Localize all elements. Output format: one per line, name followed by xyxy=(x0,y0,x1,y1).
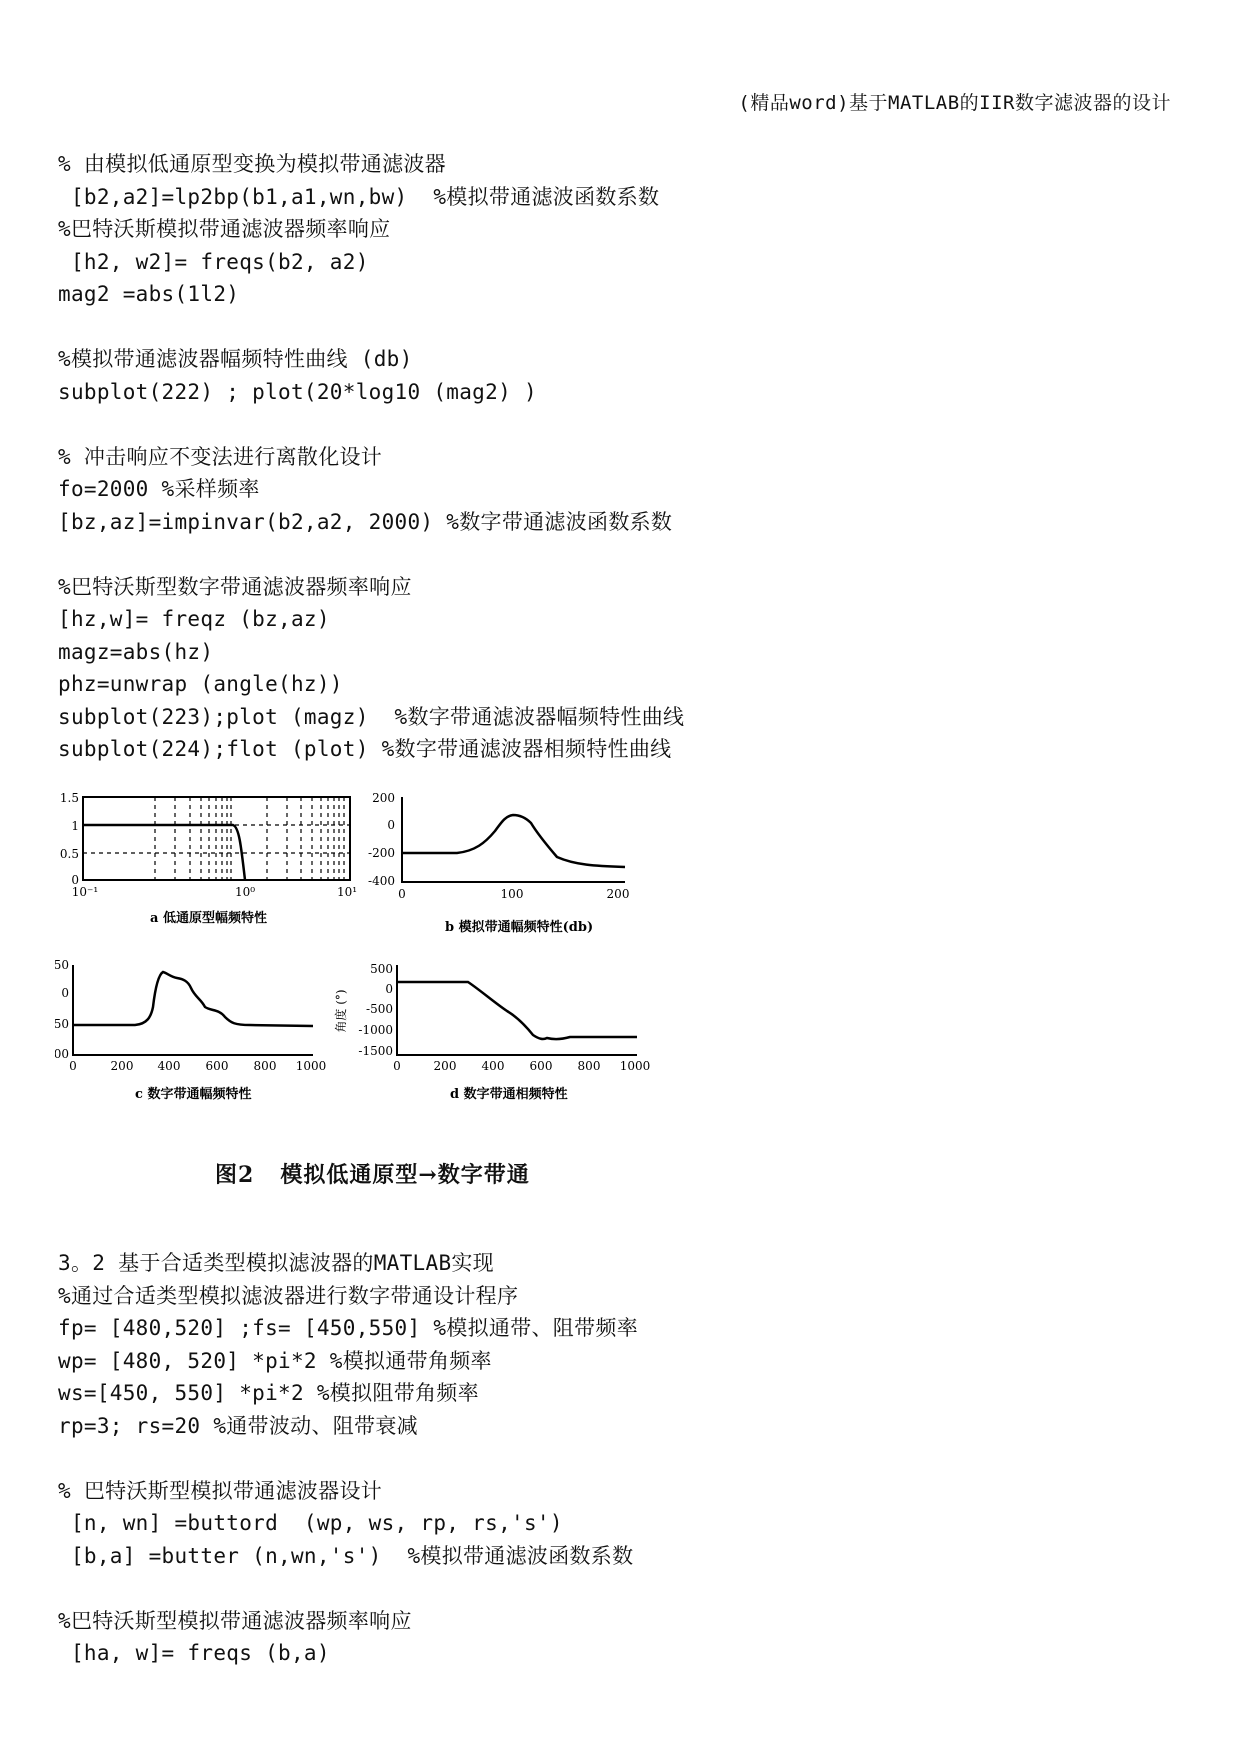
code-line: %模拟带通滤波器幅频特性曲线 (db) xyxy=(58,347,413,371)
panel-c xyxy=(55,958,326,1102)
panel-a xyxy=(60,791,357,926)
figure-title xyxy=(215,1158,530,1189)
panel-b-axes xyxy=(402,797,625,882)
panel-d-axes xyxy=(397,965,637,1055)
tick-label: 200 xyxy=(433,1059,457,1073)
code-line: subplot(222) ; plot(20*log10 (mag2) ) xyxy=(58,379,537,404)
panel-a-yticks xyxy=(60,791,79,887)
code-line: mag2 =abs(1l2) xyxy=(58,282,240,306)
tick-label: 1000 xyxy=(619,1059,651,1073)
blank-line xyxy=(58,538,684,571)
panel-d-xticks xyxy=(393,1059,650,1073)
tick-label: 1 xyxy=(71,819,79,833)
tick-label: 200 xyxy=(606,887,630,901)
tick-label: 0.5 xyxy=(59,847,79,861)
blank-line xyxy=(58,311,684,344)
code-line: rp=3; rs=20 %通带波动、阻带衰减 xyxy=(58,1413,418,1438)
code-block-2 xyxy=(58,1247,638,1670)
figure-number: 图2 xyxy=(215,1162,255,1188)
tick-label: 10⁰ xyxy=(234,885,256,899)
panel-b-yticks xyxy=(368,791,395,888)
code-line: %巴特沃斯型数字带通滤波器频率响应 xyxy=(58,574,412,599)
tick-label: 600 xyxy=(529,1059,553,1073)
code-line: magz=abs(hz) xyxy=(58,639,214,664)
tick-label: 600 xyxy=(205,1059,229,1073)
tick-label: 200 xyxy=(110,1059,134,1073)
code-line: ws=[450, 550] *pi*2 %模拟阻带角频率 xyxy=(58,1381,479,1405)
tick-label: 200 xyxy=(372,791,395,805)
code-block-1 xyxy=(58,148,684,766)
tick-label: -1000 xyxy=(358,1023,393,1037)
tick-label: 500 xyxy=(370,962,393,976)
tick-label: 0 xyxy=(393,1059,401,1073)
tick-label: 0 xyxy=(71,873,79,887)
tick-label: -400 xyxy=(368,874,395,888)
code-line: phz=unwrap (angle(hz)) xyxy=(58,672,343,696)
tick-label: 400 xyxy=(157,1059,181,1073)
code-line: fp= [480,520] ;fs= [450,550] %模拟通带、阻带频率 xyxy=(58,1316,638,1340)
tick-label: -200 xyxy=(368,846,395,860)
code-line: [n, wn] =buttord (wp, ws, rp, rs,'s') xyxy=(58,1511,563,1535)
panel-c-yticks xyxy=(55,958,69,1061)
panel-c-caption: c 数字带通幅频特性 xyxy=(135,1087,252,1102)
code-line: 3。2 基于合适类型模拟滤波器的MATLAB实现 xyxy=(58,1251,494,1275)
panel-b-curve xyxy=(402,815,625,867)
code-line: % 巴特沃斯型模拟带通滤波器设计 xyxy=(58,1478,383,1503)
panel-b-xticks xyxy=(398,887,629,901)
blank-line xyxy=(58,1572,638,1605)
figure-svg xyxy=(55,785,735,1205)
panel-b-caption: b 模拟带通幅频特性(db) xyxy=(445,920,594,935)
tick-label: 100 xyxy=(500,887,524,901)
tick-label: 1000 xyxy=(295,1059,327,1073)
tick-label: 1.5 xyxy=(59,791,79,805)
tick-label: 50 xyxy=(55,958,69,972)
figure-title-text: 模拟低通原型→数字带通 xyxy=(280,1162,530,1188)
page-header: (精品word)基于MATLAB的IIR数字滤波器的设计 xyxy=(738,92,1171,114)
code-line: subplot(224);flot (plot) %数字带通滤波器相频特性曲线 xyxy=(58,737,672,761)
code-line: %通过合适类型模拟滤波器进行数字带通设计程序 xyxy=(58,1283,519,1308)
tick-label: -500 xyxy=(366,1002,393,1016)
tick-label: 0 xyxy=(387,818,395,832)
tick-label: 0 xyxy=(385,982,393,996)
code-line: %巴特沃斯型模拟带通滤波器频率响应 xyxy=(58,1608,412,1633)
tick-label: 00 xyxy=(55,1047,69,1061)
code-line: [b,a] =butter (n,wn,'s') %模拟带通滤波函数系数 xyxy=(58,1543,634,1568)
code-line: % 由模拟低通原型变换为模拟带通滤波器 xyxy=(58,152,446,176)
blank-line xyxy=(58,1442,638,1475)
tick-label: -1500 xyxy=(358,1044,393,1058)
panel-a-caption: a 低通原型幅频特性 xyxy=(150,911,267,926)
tick-label: 0 xyxy=(398,887,406,901)
code-line: [hz,w]= freqz (bz,az) xyxy=(58,607,330,631)
code-line: [h2, w2]= freqs(b2, a2) xyxy=(58,249,369,274)
tick-label: 400 xyxy=(481,1059,505,1073)
blank-line xyxy=(58,408,684,441)
code-line: fo=2000 %采样频率 xyxy=(58,477,260,501)
code-line: [bz,az]=impinvar(b2,a2, 2000) %数字带通滤波函数系数 xyxy=(58,509,673,534)
panel-a-xticks xyxy=(72,885,357,899)
panel-b xyxy=(368,791,629,935)
tick-label: 0 xyxy=(61,986,69,1000)
panel-d-ylabel: 角度 (°) xyxy=(334,989,348,1033)
tick-label: 800 xyxy=(253,1059,277,1073)
tick-label: 800 xyxy=(577,1059,601,1073)
code-line: [ha, w]= freqs (b,a) xyxy=(58,1641,330,1665)
code-line: subplot(223);plot (magz) %数字带通滤波器幅频特性曲线 xyxy=(58,704,685,729)
panel-c-axes xyxy=(73,965,313,1055)
panel-a-grid xyxy=(83,797,350,880)
panel-d xyxy=(333,962,650,1102)
panel-c-xticks xyxy=(69,1059,326,1073)
tick-label: 50 xyxy=(55,1017,69,1031)
panel-d-yticks xyxy=(358,962,393,1058)
tick-label: 10⁻¹ xyxy=(71,885,99,899)
panel-c-curve xyxy=(73,972,313,1026)
code-line: wp= [480, 520] *pi*2 %模拟通带角频率 xyxy=(58,1348,492,1373)
panel-d-caption: d 数字带通相频特性 xyxy=(450,1087,568,1102)
code-line: %巴特沃斯模拟带通滤波器频率响应 xyxy=(58,217,391,241)
figure-2 xyxy=(55,785,735,1205)
code-line: % 冲击响应不变法进行离散化设计 xyxy=(58,444,383,469)
code-line: [b2,a2]=lp2bp(b1,a1,wn,bw) %模拟带通滤波函数系数 xyxy=(58,184,660,209)
panel-d-curve xyxy=(397,982,637,1039)
tick-label: 0 xyxy=(69,1059,77,1073)
tick-label: 10¹ xyxy=(336,885,358,899)
